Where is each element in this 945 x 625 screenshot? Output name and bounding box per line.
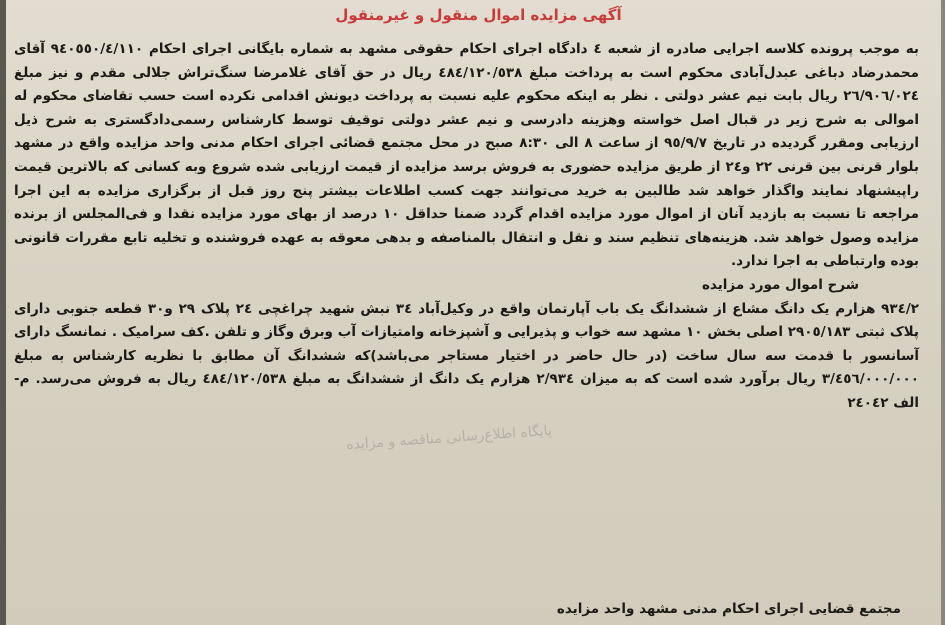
notice-title: آگهی مزایده اموال منقول و غیرمنقول [335,6,622,24]
property-section [14,274,919,298]
notice-paragraph-property: ٩٣٤/٢ هزارم یک دانگ مشاع از ششدانگ یک باب آپارتمان واقع در وکیل‌آباد ٣٤ نبش شهید چراغچی ٢٤ پلاک ٢٩ و٣٠ قطعه جنوبی دارای پلاک ثبتی ٢٩٠٥/١٨٣ اصلی بخش ١٠ مشهد سه خواب و پذیرایی و آشپزخانه وامتیازات آب وبرق وگاز و تلفن .کف سرامیک . نمانسگ دارای آسانسور با قدمت سه سال ساخت (در حال حاضر در اختیار مستاجر می‌باشد)که ششدانگ آن مطابق با نظریه کارشناس به مبلغ ٣/٤٥٦/٠٠٠/٠٠٠ ریال برآورد شده است که به میزان ٢/٩٣٤ هزارم یک دانگ از ششدانگ به مبلغ ٤٨٤/١٢٠/٥٣٨ ریال به فروش می‌رسد. م- الف ٢٤٠٤٢ [14,300,920,411]
notice-paragraph-main: به موجب پرونده کلاسه اجرایی صادره از شعبه ٤ دادگاه اجرای احکام حقوقی مشهد به شماره بایگانی اجرای احکام ٩٤٠٥٥٠/٤/١١٠ آقای محمدرضاد دباغی عبدل‌آبادی محکوم است به پرداخت مبلغ ٤٨٤/١٢٠/٥٣٨ ریال در حق آقای غلامرضا سنگ‌تراش جلالی مقدم و نیز مبلغ ٢٦/٩٠٦/٠٢٤ ریال بابت نیم عشر دولتی . نظر به اینکه محکوم علیه نسبت به پرداخت دیونش اقدامی نکرده است حسب تقاضای محکوم له اموالی به شرح زیر در قبال اصل خواسته وهزینه دادرسی و نیم عشر دولتی توقیف توسط کارشناس رسمی‌دادگستری به شرح ذیل ارزیابی ومقرر گردیده در تاریخ ٩٥/٩/٧ از ساعت ٨ الی ٨:٣٠ صبح در محل مجتمع قضائی اجرای احکام مدنی واحد مزایده واقع در مشهد بلوار قرنی بین قرنی ٢٢ و٢٤ از طریق مزایده حضوری به فروش برسد مزایده از قیمت ارزیابی شده شروع وبه کسانی که بالاترین قیمت راپیشنهاد نمایند واگذار خواهد شد طالبین به خرید می‌توانند جهت کسب اطلاعات بیشتر پنج روز قبل از برگزاری مزایده به این اجرا مراجعه تا نسبت به بازدید آنان از اموال مورد مزایده اقدام گردد ضمنا حداقل ١٠ درصد از بهای مورد مزایده نقدا و فی‌المجلس از برنده مزایده وصول خواهد شد. هزینه‌های تنظیم سند و نقل و انتقال بالمناصفه و بدهی معوقه به عهده فروشنده و تخلیه تابع مقررات قانونی بوده وارتباطی به اجرا ندارد. [14,41,920,270]
notice-body [14,38,919,416]
watermark-text: پایگاه اطلاع‌رسانی مناقصه و مزایده [345,422,553,454]
property-section-title: شرح اموال مورد مزایده [701,276,859,293]
notice-signature: مجتمع قضایی اجرای احکام مدنی مشهد واحد مزایده [556,601,901,617]
